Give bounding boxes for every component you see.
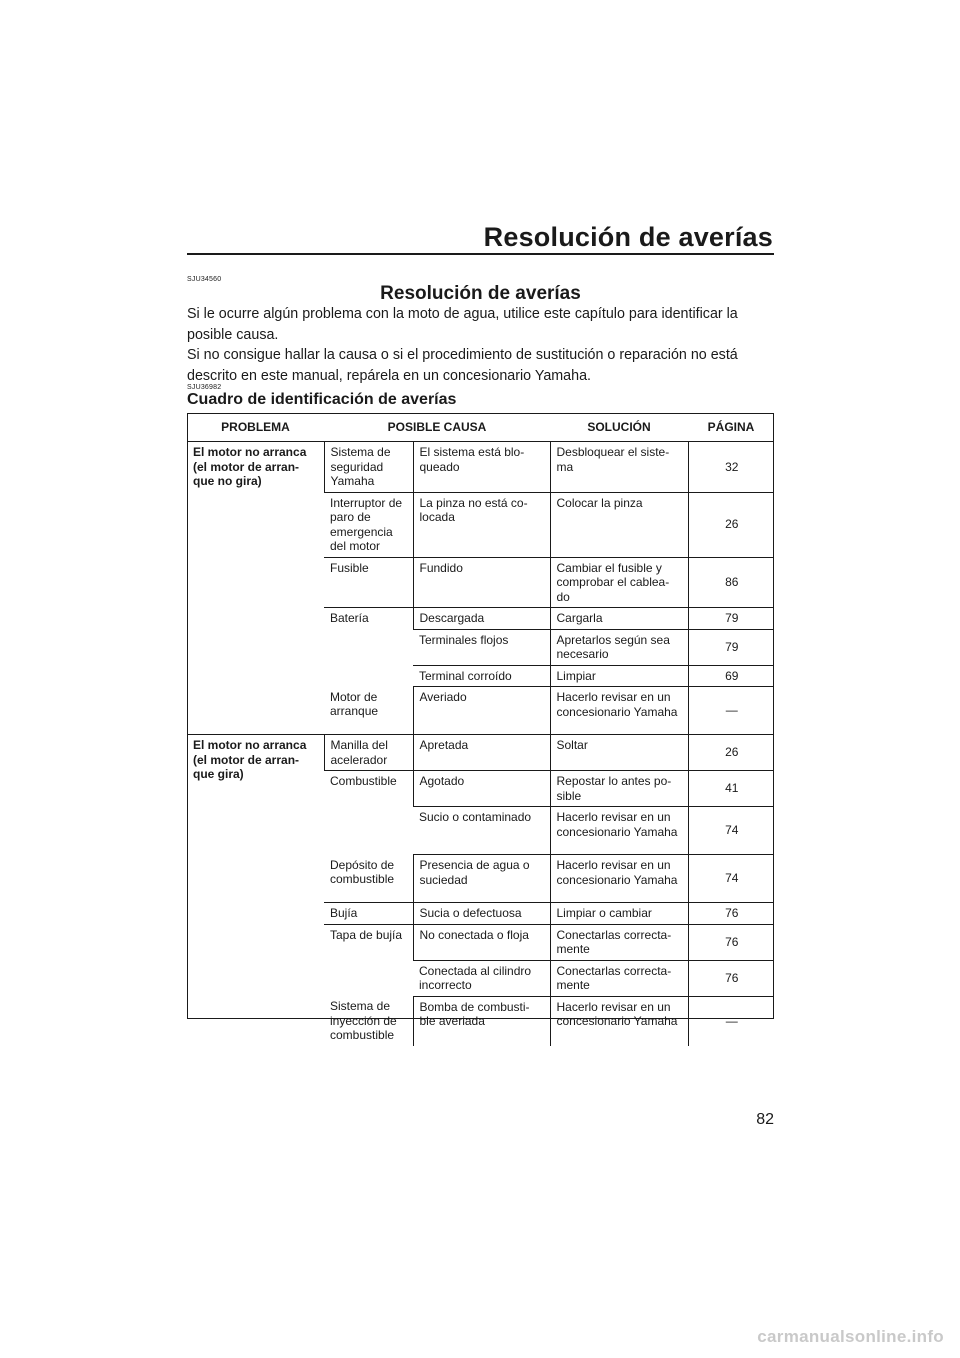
cause-component: Bujía xyxy=(324,903,413,925)
intro-paragraph: Si le ocurre algún problema con la moto de agua, utilice este capítulo para identificar la posible causa. xyxy=(187,306,738,343)
cause-detail: Presencia de agua o suciedad xyxy=(413,855,550,903)
solution-cell: Hacerlo revisar en un concesionario Yamaha xyxy=(550,687,688,735)
cause-detail: Agotado xyxy=(413,771,550,807)
cause-component: Tapa de bujía xyxy=(330,927,403,942)
solution-cell: Cargarla xyxy=(550,608,688,630)
cause-component: Depósito de combustible xyxy=(324,855,413,903)
solution-cell: Hacerlo revisar en un concesionario Yamaha xyxy=(550,996,688,1046)
page-ref: 26 xyxy=(688,492,774,557)
solution-cell: Hacerlo revisar en un concesionario Yamaha xyxy=(550,855,688,903)
cause-detail: Apretada xyxy=(413,735,550,771)
cause-detail: Sucio o contaminado xyxy=(413,807,550,855)
table-header-row xyxy=(187,414,774,442)
page-number: 82 xyxy=(756,1111,774,1128)
cause-detail: Sucia o defectuosa xyxy=(413,903,550,925)
page-ref: 74 xyxy=(688,855,774,903)
cause-detail: Terminal corroído xyxy=(413,665,550,687)
solution-cell: Colocar la pinza xyxy=(550,492,688,557)
cause-detail: Conectada al cilindro incorrecto xyxy=(413,960,550,996)
page-ref: 86 xyxy=(688,557,774,608)
intro-paragraph: Si no consigue hallar la causa o si el procedimiento de sustitución o reparación no está descrito en este manual, repárela en un concesionario Yamaha. xyxy=(187,347,738,384)
page-ref: 76 xyxy=(688,960,774,996)
solution-cell: Repostar lo antes po-sible xyxy=(550,771,688,807)
header-cause: POSIBLE CAUSA xyxy=(324,414,550,442)
problem-cell: El motor no arranca (el motor de arran-que no gira) xyxy=(187,442,324,735)
header-problem: PROBLEMA xyxy=(187,414,324,442)
section-code: SJU34560 xyxy=(187,276,222,283)
solution-cell: Limpiar xyxy=(550,665,688,687)
page-ref: 26 xyxy=(688,735,774,771)
cause-component: Fusible xyxy=(324,557,413,608)
cause-component: Combustible xyxy=(330,774,397,788)
cause-component: Interruptor de paro de emergencia del motor xyxy=(324,492,413,557)
solution-cell: Desbloquear el siste-ma xyxy=(550,442,688,493)
cause-component: Batería xyxy=(330,611,369,625)
intro-text xyxy=(187,304,777,386)
page-ref: 41 xyxy=(688,771,774,807)
troubleshooting-table xyxy=(187,413,774,1046)
page-ref: — xyxy=(688,996,774,1046)
page-ref: 79 xyxy=(688,629,774,665)
cause-detail: Descargada xyxy=(413,608,550,630)
subsection-title: Cuadro de identificación de averías xyxy=(187,391,457,408)
page-ref: — xyxy=(688,687,774,735)
header-solution: SOLUCIÓN xyxy=(550,414,688,442)
page-ref: 69 xyxy=(688,665,774,687)
page-ref: 32 xyxy=(688,442,774,493)
cause-component: Sistema de seguridad Yamaha xyxy=(324,442,413,493)
page-ref: 79 xyxy=(688,608,774,630)
page-ref: 76 xyxy=(688,924,774,960)
problem-cell: El motor no arranca (el motor de arran-que gira) xyxy=(193,738,307,781)
page-header-title: Resolución de averías xyxy=(483,222,773,252)
cause-detail: El sistema está blo-queado xyxy=(413,442,550,493)
cause-detail: La pinza no está co-locada xyxy=(413,492,550,557)
solution-cell: Cambiar el fusible y comprobar el cablea-do xyxy=(550,557,688,608)
cause-detail: Bomba de combusti-ble averiada xyxy=(413,996,550,1046)
solution-cell: Soltar xyxy=(550,735,688,771)
header-page: PÁGINA xyxy=(688,414,774,442)
section-title: Resolución de averías xyxy=(380,283,581,304)
cause-detail: Averiado xyxy=(413,687,550,735)
solution-cell: Conectarlas correcta-mente xyxy=(550,924,688,960)
cause-detail: Fundido xyxy=(413,557,550,608)
header-rule xyxy=(187,253,774,255)
cause-component: Sistema de inyección de combustible xyxy=(330,999,397,1042)
table-row xyxy=(187,735,774,771)
cause-component: Manilla del acelerador xyxy=(324,735,413,771)
cause-detail: No conectada o floja xyxy=(413,924,550,960)
page-ref: 76 xyxy=(688,903,774,925)
solution-cell: Limpiar o cambiar xyxy=(550,903,688,925)
solution-cell: Apretarlos según sea necesario xyxy=(550,629,688,665)
solution-cell: Conectarlas correcta-mente xyxy=(550,960,688,996)
page-ref: 74 xyxy=(688,807,774,855)
watermark: carmanualsonline.info xyxy=(757,1327,944,1346)
cause-component: Motor de arranque xyxy=(324,687,413,735)
cause-detail: Terminales flojos xyxy=(413,629,550,665)
table-row xyxy=(187,442,774,493)
solution-cell: Hacerlo revisar en un concesionario Yamaha xyxy=(550,807,688,855)
subsection-code: SJU36982 xyxy=(187,384,222,391)
